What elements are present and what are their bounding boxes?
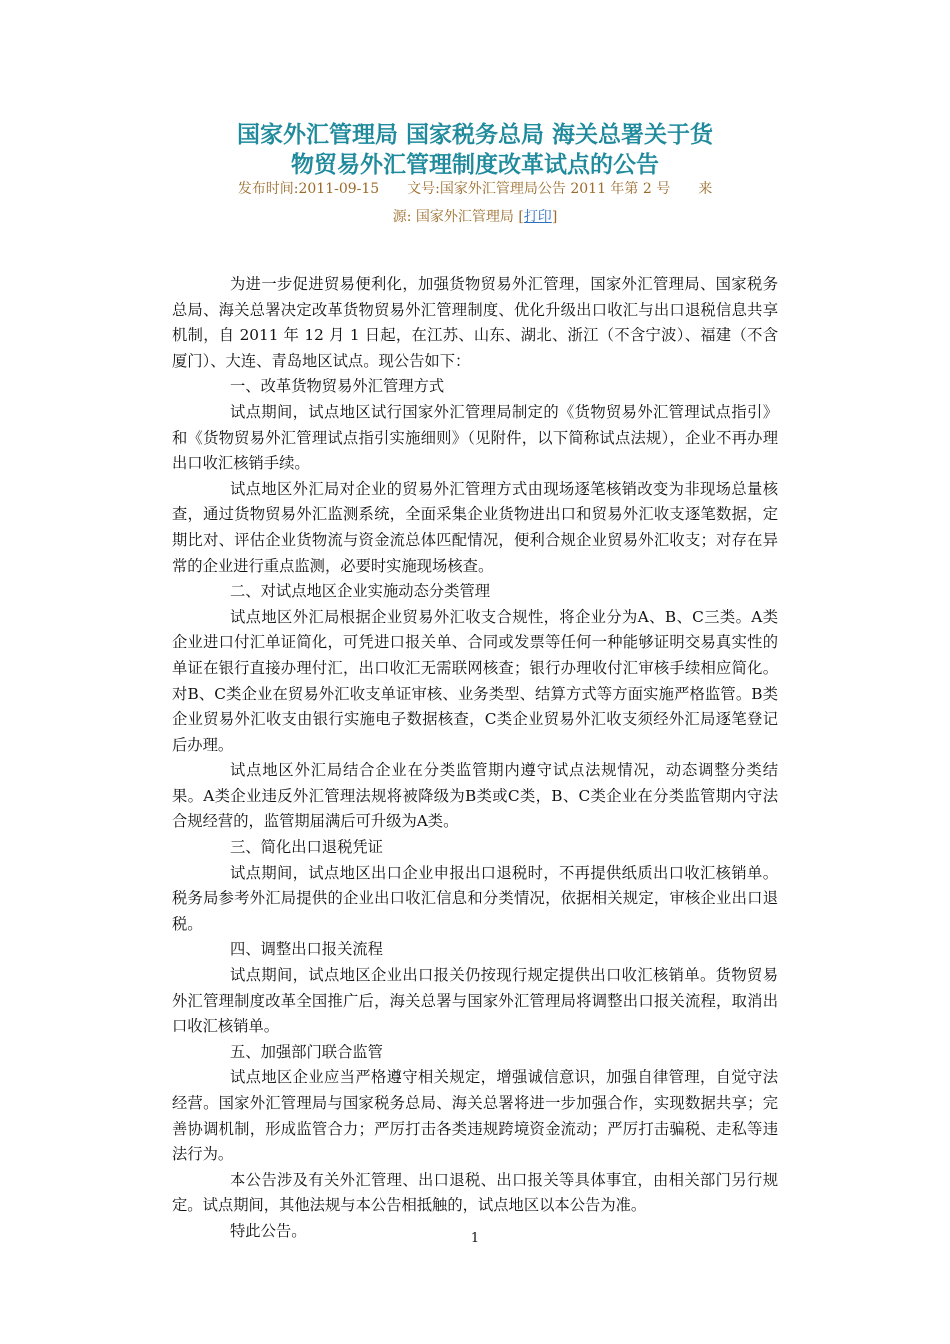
document-body [172,272,778,1245]
closing-line: 特此公告。 [230,1221,307,1240]
source-label: 源: 国家外汇管理局 [ [392,209,524,225]
paragraph: 本公告涉及有关外汇管理、出口退税、出口报关等具体事宜，由相关部门另行规定。试点期间，其他法规与本公告相抵触的，试点地区以本公告为准。 [172,1170,778,1215]
section-heading-1: 一、改革货物贸易外汇管理方式 [230,377,445,396]
section-heading-5: 五、加强部门联合监管 [230,1042,383,1061]
paragraph: 试点期间，试点地区出口企业申报出口退税时，不再提供纸质出口收汇核销单。税务局参考外汇局提供的企业出口收汇信息和分类情况，依据相关规定，审核企业出口退税。 [172,863,778,933]
section-heading-4: 四、调整出口报关流程 [230,940,383,959]
page-number: 1 [470,1231,480,1246]
section-heading-2: 二、对试点地区企业实施动态分类管理 [230,582,491,601]
paragraph: 试点地区外汇局结合企业在分类监管期内遵守试点法规情况，动态调整分类结果。A类企业违反外汇管理法规将被降级为B类或C类，B、C类企业在分类监管期内守法合规经营的，监管期届满后可升级为A类。 [172,761,778,831]
publish-meta [176,175,774,231]
print-link[interactable]: 打印 [523,209,552,225]
document-title [180,120,770,180]
paragraph: 试点地区外汇局对企业的贸易外汇管理方式由现场逐笔核销改变为非现场总量核查，通过货物贸易外汇监测系统，全面采集企业货物进出口和贸易外汇收支逐笔数据，定期比对、评估企业货物流与资金流总体匹配情况，便利合规企业贸易外汇收支；对存在异常的企业进行重点监测，必要时实施现场核查。 [172,479,778,575]
paragraph: 试点地区企业应当严格遵守相关规定，增强诚信意识，加强自律管理，自觉守法经营。国家外汇管理局与国家税务总局、海关总署将进一步加强合作，实现数据共享；完善协调机制，形成监管合力；严厉打击各类违规跨境资金流动；严厉打击骗税、走私等违法行为。 [172,1068,778,1164]
bracket-close: ] [551,209,558,225]
title-line-1: 国家外汇管理局 国家税务总局 海关总署关于货 [236,122,713,148]
meta-line-2 [176,203,774,231]
title-line-2: 物贸易外汇管理制度改革试点的公告 [291,152,659,178]
section-heading-3: 三、简化出口退税凭证 [230,838,383,857]
paragraph: 试点期间，试点地区试行国家外汇管理局制定的《货物贸易外汇管理试点指引》和《货物贸易外汇管理试点指引实施细则》（见附件，以下简称试点法规），企业不再办理出口收汇核销手续。 [172,402,778,473]
meta-line-1: 发布时间:2011-09-15 文号:国家外汇管理局公告 2011 年第 2 号 来 [237,181,713,197]
paragraph: 试点地区外汇局根据企业贸易外汇收支合规性，将企业分为A、B、C三类。A类企业进口付汇单证简化，可凭进口报关单、合同或发票等任何一种能够证明交易真实性的单证在银行直接办理付汇，出口收汇无需联网核查；银行办理收付汇审核手续相应简化。对B、C类企业在贸易外汇收支单证审核、业务类型、结算方式等方面实施严格监管。B类企业贸易外汇收支由银行实施电子数据核查，C类企业贸易外汇收支须经外汇局逐笔登记后办理。 [172,607,778,754]
paragraph: 试点期间，试点地区企业出口报关仍按现行规定提供出口收汇核销单。货物贸易外汇管理制度改革全国推广后，海关总署与国家外汇管理局将调整出口报关流程，取消出口收汇核销单。 [172,966,778,1036]
paragraph-intro: 为进一步促进贸易便利化，加强货物贸易外汇管理，国家外汇管理局、国家税务总局、海关总署决定改革货物贸易外汇管理制度、优化升级出口收汇与出口退税信息共享机制，自 2011 年 12 月 1 日起，在江苏、山东、湖北、浙江（不含宁波）、福建（不含厦门）、大连、青岛地区试点。现公告如下： [172,275,778,370]
